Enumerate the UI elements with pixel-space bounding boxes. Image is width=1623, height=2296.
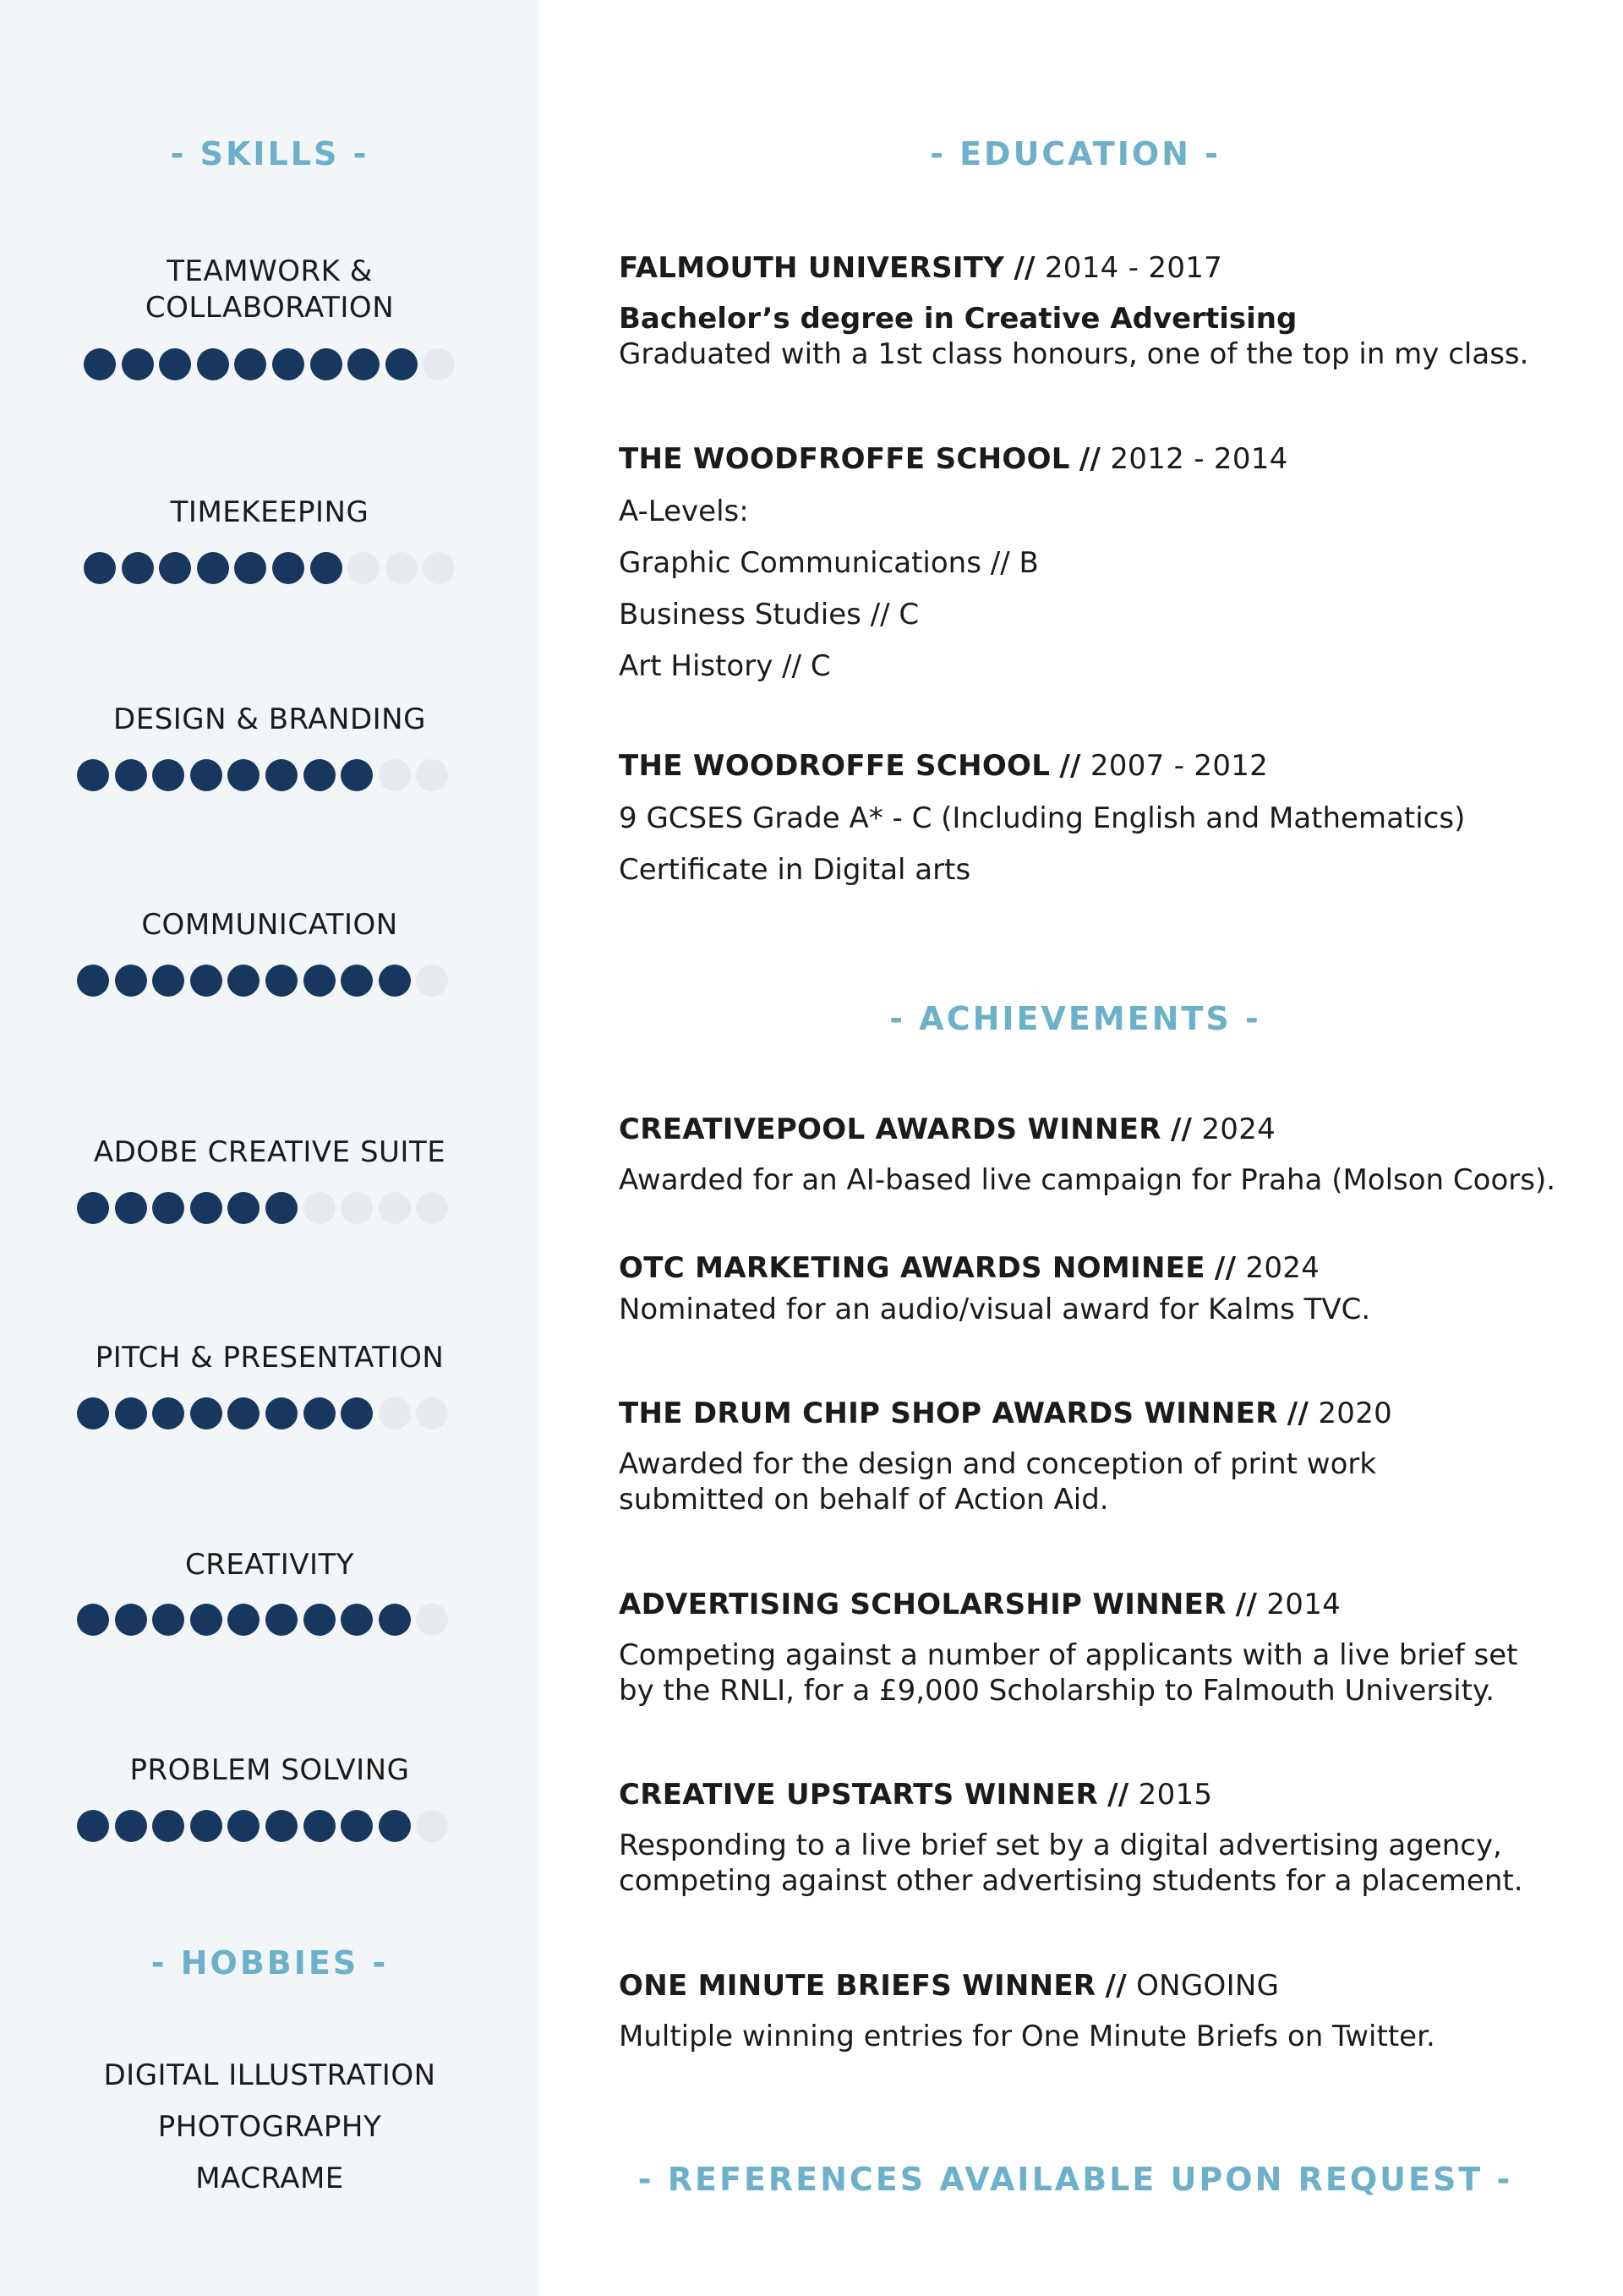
education-detail: Certificate in Digital arts bbox=[619, 853, 971, 887]
hobby-item: PHOTOGRAPHY bbox=[157, 2110, 382, 2144]
rating-dot-filled bbox=[77, 1192, 109, 1224]
achievement-entry bbox=[619, 1968, 1582, 2054]
achievement-title bbox=[619, 1112, 1582, 1148]
skill-rating bbox=[77, 759, 454, 791]
rating-dot-filled bbox=[77, 1810, 109, 1842]
rating-dot-filled bbox=[265, 1397, 298, 1430]
rating-dot-filled bbox=[265, 759, 298, 791]
rating-dot-filled bbox=[159, 552, 191, 584]
skill-rating bbox=[77, 1604, 454, 1636]
rating-dot-filled bbox=[115, 759, 147, 791]
rating-dot-filled bbox=[115, 1604, 147, 1636]
achievement-entry bbox=[619, 1777, 1582, 1899]
achievement-title bbox=[619, 1587, 1582, 1623]
rating-dot-filled bbox=[152, 1397, 184, 1430]
rating-dot-filled bbox=[385, 348, 418, 380]
rating-dot-filled bbox=[379, 965, 411, 997]
skill-rating bbox=[77, 1397, 454, 1430]
education-entry bbox=[619, 441, 1582, 684]
skill-item bbox=[0, 254, 539, 326]
rating-dot-filled bbox=[84, 552, 116, 584]
rating-dot-filled bbox=[227, 965, 260, 997]
achievement-description: by the RNLI, for a £9,000 Scholarship to Falmouth University. bbox=[619, 1674, 1495, 1708]
rating-dot-empty bbox=[379, 759, 411, 791]
award-year: ONGOING bbox=[1136, 1969, 1280, 2003]
rating-dot-filled bbox=[197, 552, 229, 584]
education-years: 2007 - 2012 bbox=[1090, 749, 1269, 783]
institution-name: FALMOUTH UNIVERSITY bbox=[619, 251, 1005, 285]
education-detail: Bachelor’s degree in Creative Advertising bbox=[619, 302, 1298, 336]
rating-dot-filled bbox=[310, 552, 342, 584]
rating-dot-filled bbox=[122, 348, 154, 380]
rating-dot-filled bbox=[303, 1810, 336, 1842]
achievement-entry bbox=[619, 1396, 1582, 1517]
rating-dot-filled bbox=[77, 1604, 109, 1636]
skill-rating bbox=[77, 965, 454, 997]
skill-rating bbox=[77, 1192, 454, 1224]
achievement-title bbox=[619, 1968, 1582, 2004]
institution-name: THE WOODROFFE SCHOOL bbox=[619, 749, 1051, 783]
rating-dot-filled bbox=[227, 1192, 260, 1224]
rating-dot-filled bbox=[77, 759, 109, 791]
rating-dot-empty bbox=[416, 1192, 448, 1224]
education-title bbox=[619, 748, 1582, 784]
skill-item bbox=[0, 495, 539, 531]
rating-dot-filled bbox=[272, 348, 304, 380]
achievement-title bbox=[619, 1777, 1582, 1813]
rating-dot-filled bbox=[190, 1810, 222, 1842]
rating-dot-filled bbox=[77, 965, 109, 997]
rating-dot-empty bbox=[416, 1397, 448, 1430]
skill-rating bbox=[84, 552, 461, 584]
rating-dot-empty bbox=[347, 552, 380, 584]
separator: // bbox=[1107, 1778, 1129, 1812]
skills-heading: - SKILLS - bbox=[170, 135, 369, 172]
education-title bbox=[619, 250, 1582, 287]
award-year: 2024 bbox=[1245, 1251, 1320, 1285]
rating-dot-filled bbox=[265, 965, 298, 997]
education-detail: 9 GCSES Grade A* - C (Including English and Mathematics) bbox=[619, 801, 1466, 835]
sidebar bbox=[0, 0, 539, 2296]
achievement-description: submitted on behalf of Action Aid. bbox=[619, 1483, 1109, 1517]
skill-item bbox=[0, 1340, 539, 1376]
award-year: 2015 bbox=[1138, 1778, 1213, 1812]
rating-dot-filled bbox=[379, 1604, 411, 1636]
rating-dot-filled bbox=[227, 1397, 260, 1430]
skill-name: PROBLEM SOLVING bbox=[129, 1753, 410, 1787]
rating-dot-filled bbox=[234, 348, 266, 380]
rating-dot-filled bbox=[159, 348, 191, 380]
skill-name: DESIGN & BRANDING bbox=[113, 702, 426, 736]
education-title bbox=[619, 441, 1582, 478]
award-name: CREATIVEPOOL AWARDS WINNER bbox=[619, 1112, 1161, 1146]
references-note: - REFERENCES AVAILABLE UPON REQUEST - bbox=[637, 2161, 1513, 2198]
achievement-title bbox=[619, 1250, 1582, 1287]
skill-name: PITCH & PRESENTATION bbox=[95, 1341, 445, 1375]
achievement-description: competing against other advertising students for a placement. bbox=[619, 1864, 1523, 1898]
rating-dot-filled bbox=[190, 1192, 222, 1224]
rating-dot-filled bbox=[272, 552, 304, 584]
rating-dot-empty bbox=[416, 1810, 448, 1842]
education-years: 2012 - 2014 bbox=[1110, 442, 1288, 476]
rating-dot-filled bbox=[303, 1397, 336, 1430]
skill-item bbox=[0, 702, 539, 738]
rating-dot-filled bbox=[190, 965, 222, 997]
skill-name: COMMUNICATION bbox=[141, 908, 398, 942]
rating-dot-filled bbox=[303, 759, 336, 791]
institution-name: THE WOODFROFFE SCHOOL bbox=[619, 442, 1070, 476]
education-heading: - EDUCATION - bbox=[930, 135, 1221, 172]
skill-item bbox=[0, 1547, 539, 1583]
education-detail: Graphic Communications // B bbox=[619, 546, 1039, 580]
hobby-item: MACRAME bbox=[195, 2162, 344, 2195]
rating-dot-filled bbox=[341, 1397, 373, 1430]
rating-dot-empty bbox=[423, 552, 455, 584]
rating-dot-empty bbox=[303, 1192, 336, 1224]
separator: // bbox=[1235, 1588, 1258, 1621]
rating-dot-empty bbox=[379, 1192, 411, 1224]
rating-dot-filled bbox=[190, 759, 222, 791]
award-year: 2020 bbox=[1318, 1397, 1393, 1430]
rating-dot-filled bbox=[152, 965, 184, 997]
rating-dot-filled bbox=[227, 759, 260, 791]
rating-dot-empty bbox=[423, 348, 455, 380]
rating-dot-filled bbox=[152, 759, 184, 791]
achievement-entry bbox=[619, 1587, 1582, 1708]
hobbies-heading: - HOBBIES - bbox=[150, 1944, 389, 1982]
skill-name: CREATIVITY bbox=[184, 1548, 355, 1582]
rating-dot-empty bbox=[416, 1604, 448, 1636]
education-detail: Graduated with a 1st class honours, one of the top in my class. bbox=[619, 337, 1529, 371]
rating-dot-filled bbox=[115, 1810, 147, 1842]
education-entry bbox=[619, 250, 1582, 372]
award-name: CREATIVE UPSTARTS WINNER bbox=[619, 1778, 1098, 1812]
skill-item bbox=[0, 1752, 539, 1789]
separator: // bbox=[1105, 1969, 1127, 2003]
skill-rating bbox=[77, 1810, 454, 1842]
achievement-description: Competing against a number of applicants with a live brief set bbox=[619, 1638, 1518, 1672]
separator: // bbox=[1079, 442, 1101, 476]
separator: // bbox=[1214, 1251, 1237, 1285]
achievement-entry bbox=[619, 1250, 1582, 1327]
rating-dot-filled bbox=[77, 1397, 109, 1430]
rating-dot-filled bbox=[265, 1810, 298, 1842]
rating-dot-empty bbox=[416, 965, 448, 997]
rating-dot-filled bbox=[341, 1810, 373, 1842]
skill-item bbox=[0, 1134, 539, 1171]
rating-dot-filled bbox=[190, 1604, 222, 1636]
rating-dot-filled bbox=[84, 348, 116, 380]
rating-dot-empty bbox=[385, 552, 418, 584]
rating-dot-filled bbox=[152, 1810, 184, 1842]
award-name: ADVERTISING SCHOLARSHIP WINNER bbox=[619, 1588, 1227, 1621]
education-detail: Business Studies // C bbox=[619, 598, 920, 631]
rating-dot-filled bbox=[115, 1192, 147, 1224]
rating-dot-empty bbox=[341, 1192, 373, 1224]
rating-dot-filled bbox=[115, 965, 147, 997]
rating-dot-filled bbox=[303, 965, 336, 997]
achievements-heading: - ACHIEVEMENTS - bbox=[889, 1000, 1261, 1037]
skill-rating bbox=[84, 348, 461, 380]
award-name: ONE MINUTE BRIEFS WINNER bbox=[619, 1969, 1096, 2003]
rating-dot-filled bbox=[303, 1604, 336, 1636]
separator: // bbox=[1059, 749, 1081, 783]
main-content bbox=[539, 0, 1623, 2296]
rating-dot-filled bbox=[227, 1810, 260, 1842]
separator: // bbox=[1287, 1397, 1309, 1430]
achievement-title bbox=[619, 1396, 1582, 1432]
rating-dot-filled bbox=[310, 348, 342, 380]
skill-item bbox=[0, 907, 539, 943]
award-name: THE DRUM CHIP SHOP AWARDS WINNER bbox=[619, 1397, 1278, 1430]
rating-dot-filled bbox=[197, 348, 229, 380]
award-year: 2014 bbox=[1266, 1588, 1342, 1621]
rating-dot-filled bbox=[341, 759, 373, 791]
rating-dot-filled bbox=[227, 1604, 260, 1636]
achievement-description: Responding to a live brief set by a digital advertising agency, bbox=[619, 1829, 1502, 1862]
rating-dot-empty bbox=[416, 759, 448, 791]
achievement-description: Multiple winning entries for One Minute Briefs on Twitter. bbox=[619, 2020, 1435, 2053]
hobby-item: DIGITAL ILLUSTRATION bbox=[103, 2058, 436, 2092]
award-year: 2024 bbox=[1201, 1112, 1276, 1146]
achievement-description: Awarded for an AI-based live campaign for Praha (Molson Coors). bbox=[619, 1163, 1556, 1197]
rating-dot-filled bbox=[341, 965, 373, 997]
rating-dot-filled bbox=[115, 1397, 147, 1430]
separator: // bbox=[1014, 251, 1036, 285]
education-years: 2014 - 2017 bbox=[1044, 251, 1223, 285]
rating-dot-filled bbox=[152, 1192, 184, 1224]
education-detail: Art History // C bbox=[619, 649, 831, 683]
achievement-entry bbox=[619, 1112, 1582, 1198]
rating-dot-filled bbox=[379, 1810, 411, 1842]
achievement-description: Awarded for the design and conception of print work bbox=[619, 1447, 1377, 1481]
rating-dot-filled bbox=[265, 1604, 298, 1636]
rating-dot-filled bbox=[347, 348, 380, 380]
rating-dot-filled bbox=[122, 552, 154, 584]
rating-dot-filled bbox=[190, 1397, 222, 1430]
rating-dot-filled bbox=[265, 1192, 298, 1224]
award-name: OTC MARKETING AWARDS NOMINEE bbox=[619, 1251, 1205, 1285]
achievement-description: Nominated for an audio/visual award for Kalms TVC. bbox=[619, 1293, 1371, 1326]
education-detail: A-Levels: bbox=[619, 495, 749, 528]
skill-name: ADOBE CREATIVE SUITE bbox=[93, 1135, 446, 1169]
rating-dot-empty bbox=[379, 1397, 411, 1430]
skill-name: TEAMWORK & COLLABORATION bbox=[145, 254, 395, 325]
rating-dot-filled bbox=[152, 1604, 184, 1636]
skill-name: TIMEKEEPING bbox=[170, 495, 369, 529]
rating-dot-filled bbox=[234, 552, 266, 584]
rating-dot-filled bbox=[341, 1604, 373, 1636]
education-entry bbox=[619, 748, 1582, 888]
separator: // bbox=[1170, 1112, 1193, 1146]
